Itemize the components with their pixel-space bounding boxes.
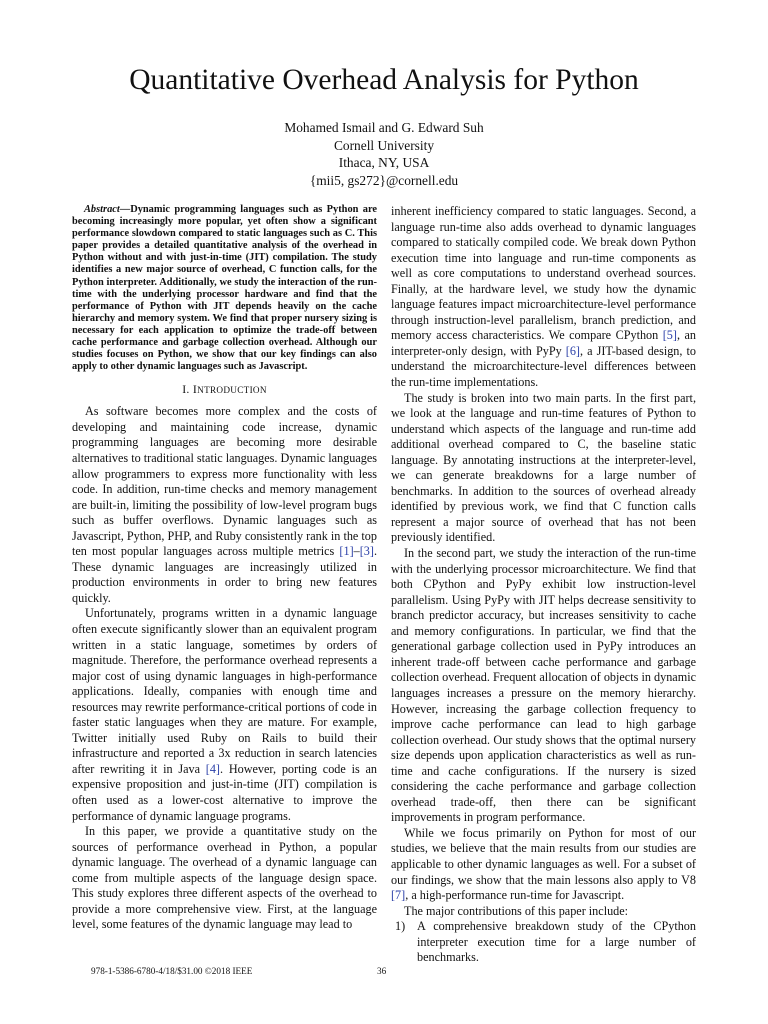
text-span: . These dynamic languages are increasingly utilized in production environments in order to bring new features quickly. — [72, 544, 377, 605]
section-first-letter: I — [192, 382, 198, 397]
text-span: While we focus primarily on Python for most of our studies, we believe that the main results from our studies are applicable to other dynamic languages as well. For a subset of our findings, we show that the main lessons also apply to V8 — [391, 825, 696, 887]
intro-paragraph-6 — [391, 826, 696, 904]
intro-paragraph-3-continued — [391, 204, 696, 391]
contribution-list-item — [391, 919, 696, 966]
text-span: , an interpreter-only design, with PyPy — [391, 328, 696, 358]
text-span: – — [353, 544, 360, 559]
author-names: Mohamed Ismail and G. Edward Suh — [284, 120, 484, 135]
intro-paragraph-4: The study is broken into two main parts. In the first part, we look at the language and run-time features of Python to understand which aspects of the language and run-time add additional overhead compared to C, the baseline static language. By annotating instructions at the interpreter-level, we can generate breakdowns for a large number of benchmarks. In addition to the sources of overhead already identified by previous work, we find that C function calls represent a major source of overhead that has not been previously identified. — [391, 390, 696, 545]
section-heading-introduction — [72, 382, 377, 397]
text-span: . However, porting code is an expensive proposition and just-in-time (JIT) compilation is often used as a lower-cost alternative to improve the performance of dynamic language programs. — [72, 761, 377, 823]
paper-title: Quantitative Overhead Analysis for Python — [129, 64, 639, 96]
right-column — [391, 204, 696, 966]
intro-paragraph-5: In the second part, we study the interaction of the run-time with the underlying processor microarchitecture. We find that both CPython and PyPy exhibit low instruction-level parallelism. Using PyPy with JIT helps decrease sensitivity to branch predictor accuracy, but increases sensitivity to cache and memory configurations. In particular, we find that the generational garbage collection used in PyPy introduces an inherent trade-off between cache performance and garbage collection overhead. Frequent allocation of objects in dynamic languages increases a pressure on the memory hierarchy. However, increasing the garbage collection frequency to improve cache performance can lead to high garbage collection overhead. Our study shows that the optimal nursery size depends upon application characteristics as well as run-time and cache configurations. If the nursery is sized considering the cache performance and garbage collection overhead trade-off, then there can be significant improvements in program performance. — [391, 546, 696, 825]
citation-link[interactable]: [5] — [662, 328, 677, 343]
list-number: 1) — [395, 919, 406, 934]
section-rest-caps: NTRODUCTION — [197, 385, 267, 396]
abstract-heading: Abstract — [84, 204, 120, 215]
text-span: As software becomes more complex and the costs of developing and maintaining code increase, dynamic programming languages are becoming more desirable alternatives to traditional static languages. Dynamic languages allow programmers to express more functionality with less code. In addition, run-time checks and memory management are built-in, limiting the possibility of low-level program bugs such as buffer overflows. Dynamic languages such as Javascript, Python, PHP, and Ruby consistently rank in the top ten most popular languages across multiple metrics — [72, 404, 377, 559]
abstract-dash: — — [119, 204, 131, 215]
affiliation: Cornell University — [333, 137, 435, 153]
page-number: 36 — [377, 966, 387, 976]
contributions-intro: The major contributions of this paper include: — [404, 903, 629, 918]
citation-link[interactable]: [6] — [565, 343, 580, 358]
left-column — [72, 204, 377, 933]
citation-link[interactable]: [3] — [359, 544, 374, 559]
citation-link[interactable]: [4] — [205, 761, 220, 776]
text-span: inherent inefficiency compared to static languages. Second, a language run-time also adds overhead to dynamic languages compared to statically compiled code. We break down Python execution time into language and run-time components as well as core computations to understand overhead sources. Finally, at the hardware level, we study how the dynamic language features impact microarchitecture-level performance through instruction-level parallelism, branch prediction, and memory access characteristics. We compare CPython — [391, 204, 696, 343]
section-numeral: I. — [182, 382, 190, 397]
intro-paragraph-2 — [72, 606, 377, 824]
citation-link[interactable]: [1] — [339, 544, 354, 559]
author-block — [0, 119, 768, 189]
abstract-text: Dynamic programming languages such as Python are becoming increasingly more popular, yet often show a significant performance slowdown compared to static languages such as C. This paper provides a detailed quantitative analysis of the overhead in Python without and with just-in-time (JIT) compilation. The study identifies a new major source of overhead, C function calls, for the Python interpreter. Additionally, we study the interaction of the run-time with the underlying processor hardware and find that the performance of Python with JIT depends heavily on the cache hierarchy and memory system. We find that proper nursery sizing is necessary for each application to optimize the trade-off between cache performance and garbage collection overhead. Although our studies focuses on Python, we show that our key findings can also apply to other dynamic languages such as Javascript. — [72, 204, 377, 373]
intro-paragraph-3: In this paper, we provide a quantitative study on the sources of performance overhead in Python, a popular dynamic language. The overhead of a dynamic language can come from multiple aspects of the language design space. This study explores three different aspects of the overhead to provide a more comprehensive view. First, at the language level, some features of the dynamic language may lead to — [72, 824, 377, 932]
intro-paragraph-1 — [72, 404, 377, 606]
copyright-footer: 978-1-5386-6780-4/18/$31.00 ©2018 IEEE — [91, 966, 253, 976]
citation-link[interactable]: [7] — [391, 888, 406, 903]
text-span: Unfortunately, programs written in a dynamic language often execute significantly slower than an equivalent program written in a static language, sometimes by orders of magnitude. Therefore, the performance overhead represents a major cost of using dynamic languages in high-performance applications. Ideally, companies with enough time and resources may rewrite performance-critical portions of code in faster static languages when they are mature. For example, Twitter initially used Ruby on Rails to build their infrastructure and reported a 3x reduction in search latencies after rewriting it in Java — [72, 606, 377, 776]
text-span: , a JIT-based design, to understand the microarchitecture-level differences between the run-time implementations. — [391, 343, 696, 390]
abstract — [72, 204, 377, 373]
location: Ithaca, NY, USA — [338, 155, 430, 171]
text-span: , a high-performance run-time for Javascript. — [405, 888, 625, 903]
list-text: A comprehensive breakdown study of the CPython interpreter execution time for a large number of benchmarks. — [417, 919, 696, 965]
email: {mii5, gs272}@cornell.edu — [309, 172, 459, 188]
